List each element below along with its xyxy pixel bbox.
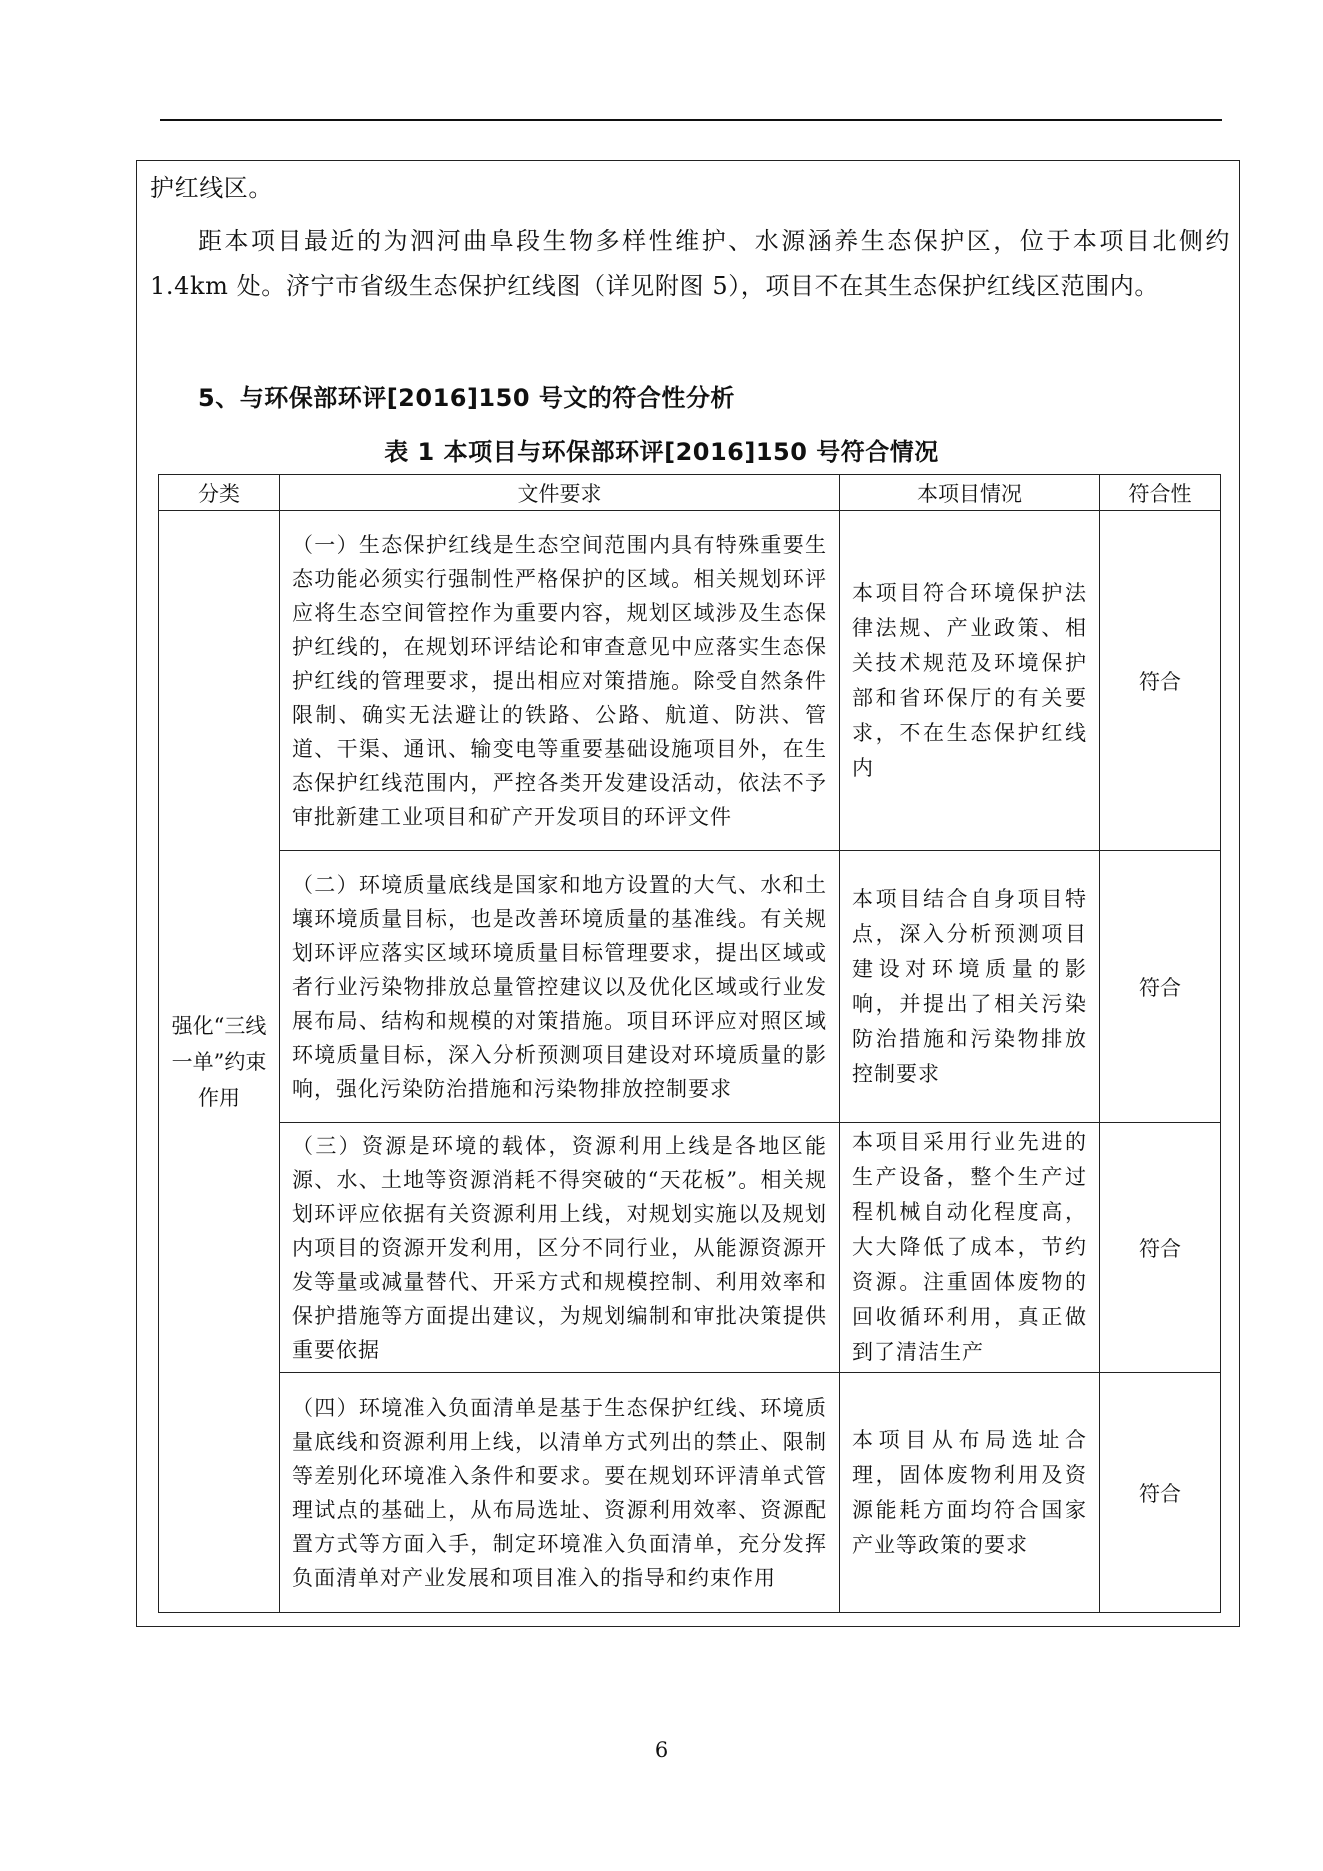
header-requirement: 文件要求 [280, 475, 840, 511]
table-row [159, 851, 1221, 1123]
table-row [159, 1123, 1221, 1373]
header-compliance: 符合性 [1100, 475, 1221, 511]
table-header-row [159, 475, 1221, 511]
header-rule [160, 119, 1222, 121]
requirement-cell: （三）资源是环境的载体，资源利用上线是各地区能源、水、土地等资源消耗不得突破的“天花板”。相关规划环评应依据有关资源利用上线，对规划实施以及规划内项目的资源开发利用，区分不同行业，从能源资源开发等量或减量替代、开采方式和规模控制、利用效率和保护措施等方面提出建议，为规划编制和审批决策提供重要依据 [280, 1123, 840, 1373]
requirement-cell: （一）生态保护红线是生态空间范围内具有特殊重要生态功能必须实行强制性严格保护的区域。相关规划环评应将生态空间管控作为重要内容，规划区域涉及生态保护红线的，在规划环评结论和审查意见中应落实生态保护红线的管理要求，提出相应对策措施。除受自然条件限制、确实无法避让的铁路、公路、航道、防洪、管道、干渠、通讯、输变电等重要基础设施项目外，在生态保护红线范围内，严控各类开发建设活动，依法不予审批新建工业项目和矿产开发项目的环评文件 [280, 511, 840, 851]
project-cell: 本项目采用行业先进的生产设备，整个生产过程机械自动化程度高，大大降低了成本，节约资源。注重固体废物的回收循环利用，真正做到了清洁生产 [840, 1123, 1100, 1373]
project-cell: 本项目符合环境保护法律法规、产业政策、相关技术规范及环境保护部和省环保厅的有关要求，不在生态保护红线内 [840, 511, 1100, 851]
table-caption: 表 1 本项目与环保部环评[2016]150 号符合情况 [384, 438, 939, 466]
requirement-cell: （四）环境准入负面清单是基于生态保护红线、环境质量底线和资源利用上线，以清单方式列出的禁止、限制等差别化环境准入条件和要求。要在规划环评清单式管理试点的基础上，从布局选址、资源利用效率、资源配置方式等方面入手，制定环境准入负面清单，充分发挥负面清单对产业发展和项目准入的指导和约束作用 [280, 1373, 840, 1613]
requirement-cell: （二）环境质量底线是国家和地方设置的大气、水和土壤环境质量目标，也是改善环境质量的基准线。有关规划环评应落实区域环境质量目标管理要求，提出区域或者行业污染物排放总量管控建议以及优化区域或行业发展布局、结构和规模的对策措施。项目环评应对照区域环境质量目标，深入分析预测项目建设对环境质量的影响，强化污染防治措施和污染物排放控制要求 [280, 851, 840, 1123]
body-paragraph-1: 护红线区。 [150, 174, 273, 202]
project-cell: 本项目从布局选址合理，固体废物利用及资源能耗方面均符合国家产业等政策的要求 [840, 1373, 1100, 1613]
header-category: 分类 [159, 475, 280, 511]
page-number: 6 [654, 1738, 669, 1762]
compliance-cell: 符合 [1100, 851, 1221, 1123]
compliance-cell: 符合 [1100, 511, 1221, 851]
body-paragraph-2: 距本项目最近的为泗河曲阜段生物多样性维护、水源涵养生态保护区，位于本项目北侧约 1.4km 处。济宁市省级生态保护红线图（详见附图 5），项目不在其生态保护红线区范围内。 [150, 227, 1230, 300]
compliance-cell: 符合 [1100, 1373, 1221, 1613]
table-row [159, 1373, 1221, 1613]
compliance-table [158, 474, 1221, 1613]
category-cell: 强化“三线一单”约束作用 [159, 511, 280, 1613]
header-project: 本项目情况 [840, 475, 1100, 511]
section-heading: 5、与环保部环评[2016]150 号文的符合性分析 [198, 384, 735, 412]
compliance-cell: 符合 [1100, 1123, 1221, 1373]
project-cell: 本项目结合自身项目特点，深入分析预测项目建设对环境质量的影响，并提出了相关污染防治措施和污染物排放控制要求 [840, 851, 1100, 1123]
table-row [159, 511, 1221, 851]
